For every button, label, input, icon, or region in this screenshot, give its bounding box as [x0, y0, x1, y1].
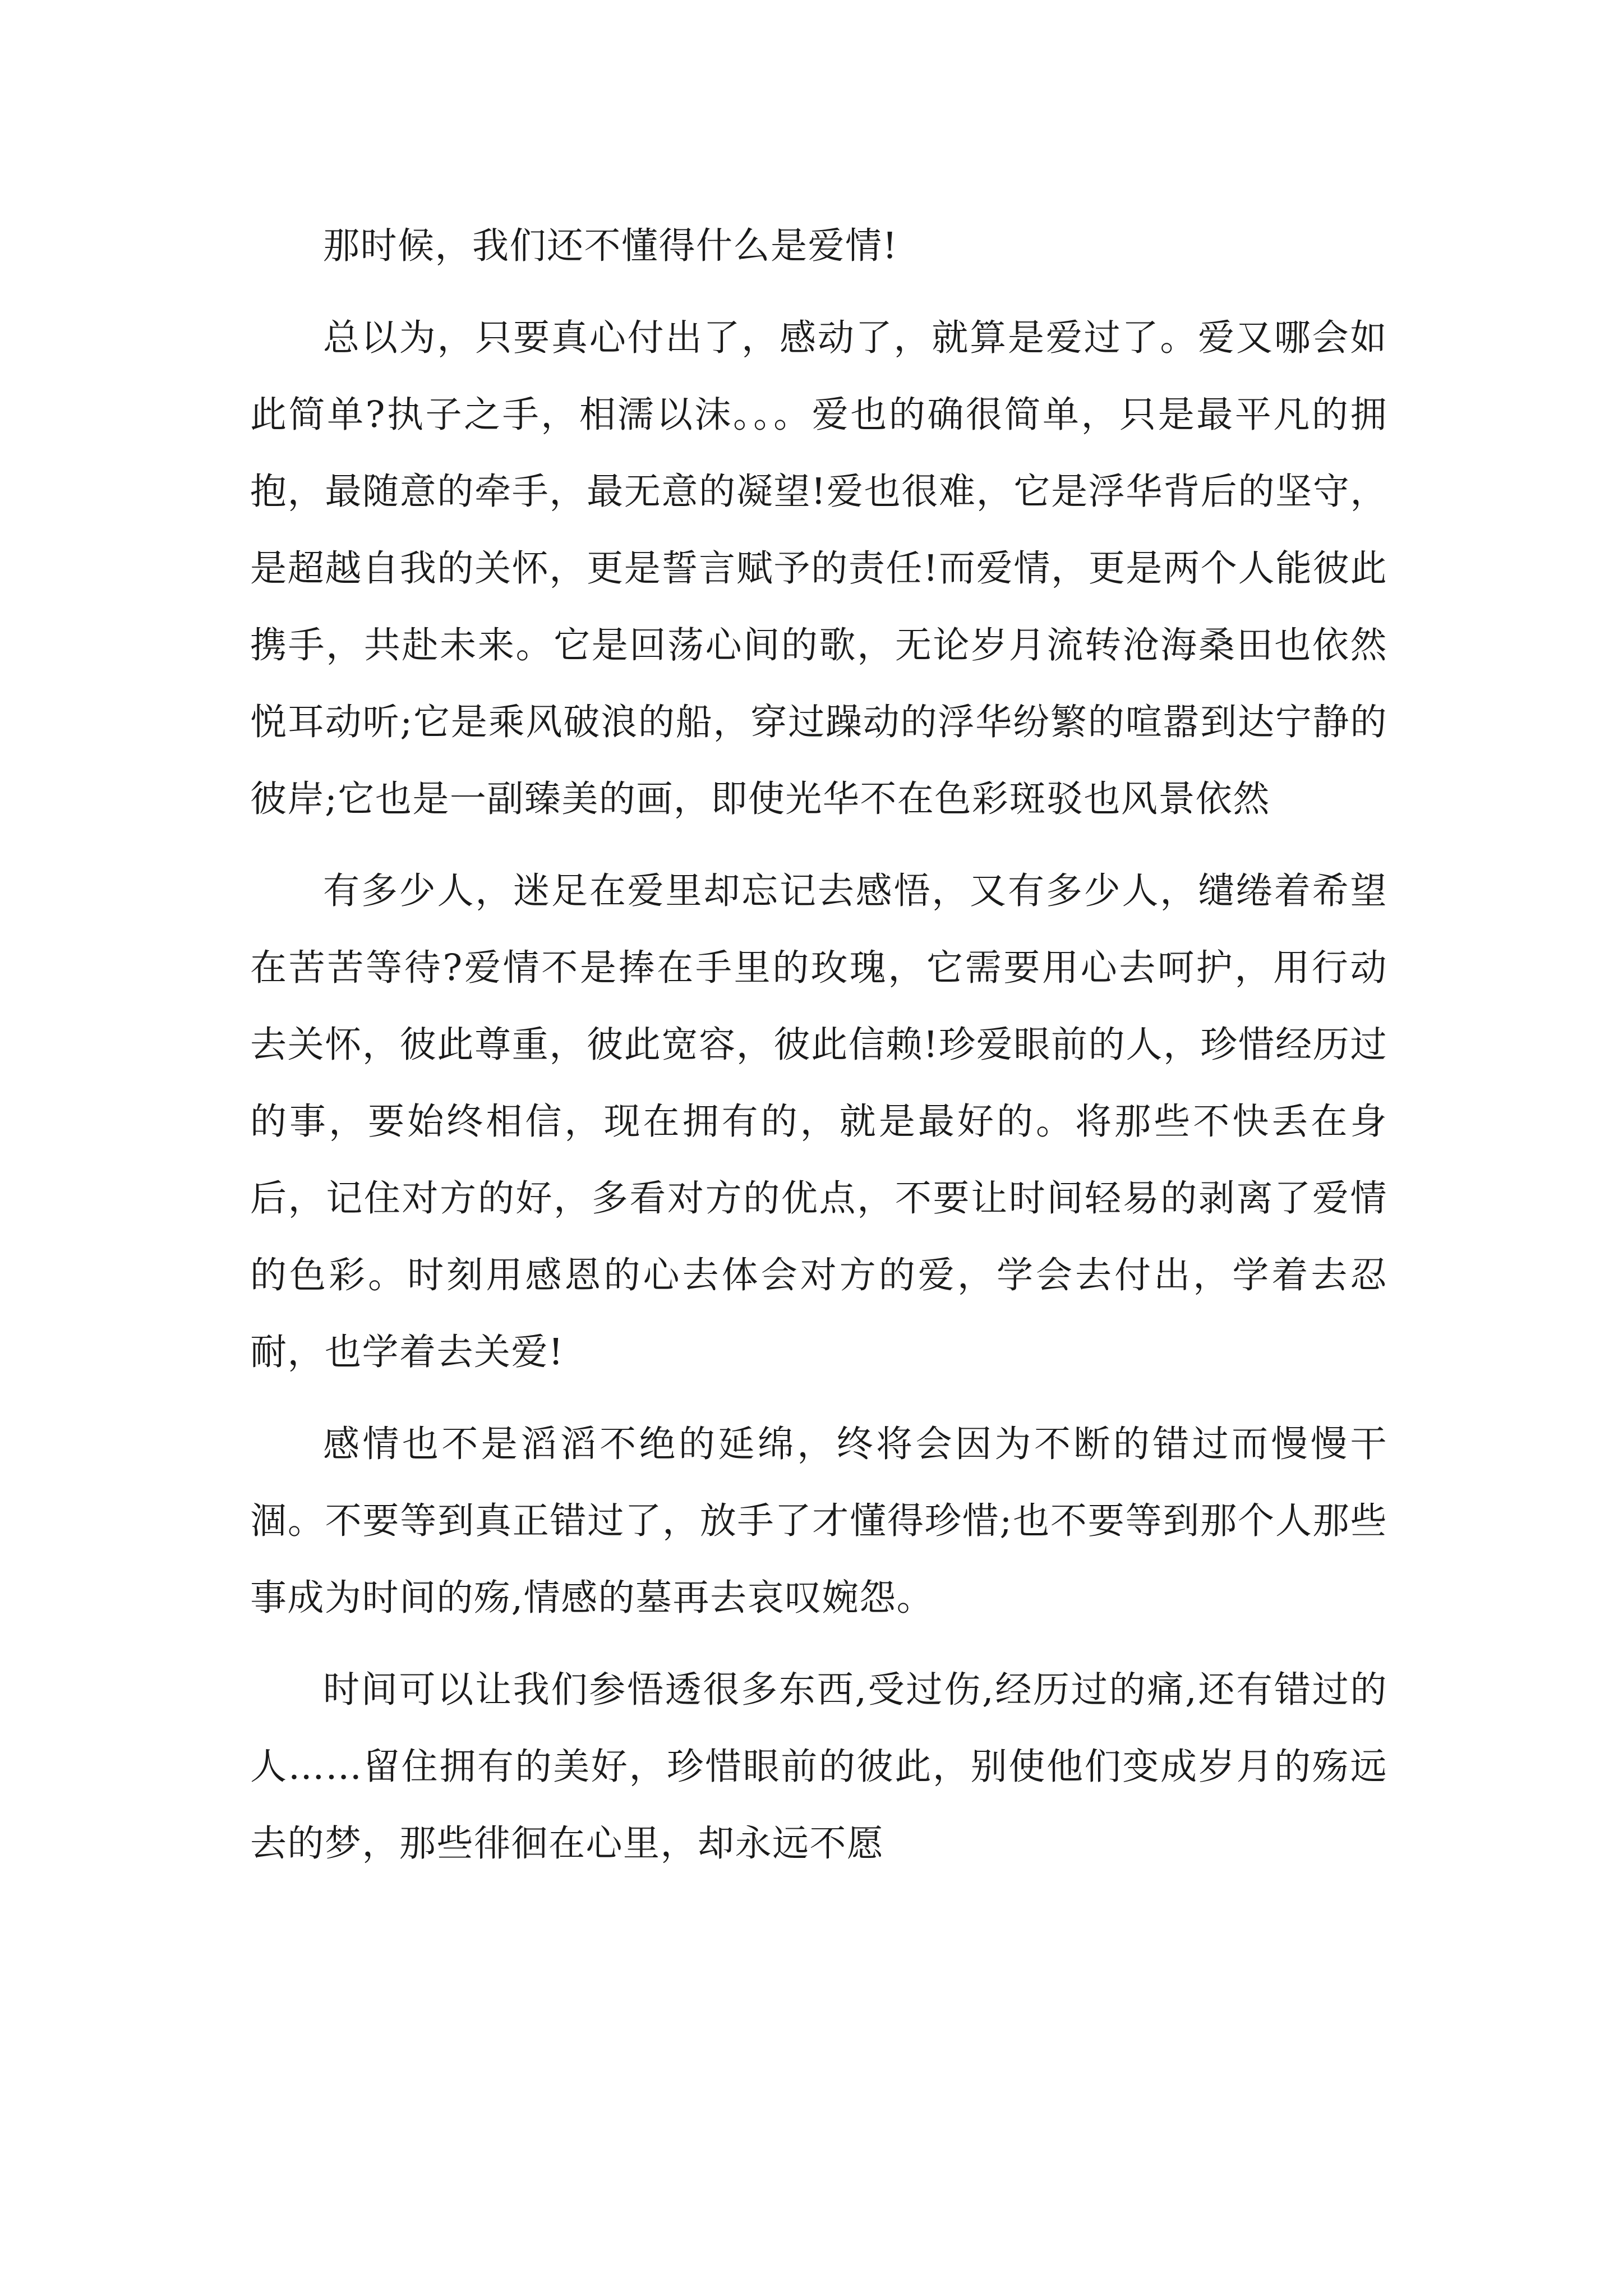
document-body [250, 208, 1387, 1882]
paragraph-2: 总以为，只要真心付出了，感动了，就算是爱过了。爱又哪会如此简单?执子之手，相濡以沫。。。爱也的确很简单，只是最平凡的拥抱，最随意的牵手，最无意的凝望!爱也很难，它是浮华背后的坚守，是超越自我的关怀，更是誓言赋予的责任!而爱情，更是两个人能彼此携手，共赴未来。它是回荡心间的歌，无论岁月流转沧海桑田也依然悦耳动听;它是乘风破浪的船，穿过躁动的浮华纷繁的喧嚣到达宁静的彼岸;它也是一副臻美的画，即使光华不在色彩斑驳也风景依然 [250, 317, 1387, 820]
paragraph-5: 时间可以让我们参悟透很多东西,受过伤,经历过的痛,还有错过的人……留住拥有的美好，珍惜眼前的彼此，别使他们变成岁月的殇远去的梦，那些徘徊在心里，却永远不愿 [250, 1669, 1387, 1865]
paragraph-4: 感情也不是滔滔不绝的延绵，终将会因为不断的错过而慢慢干涸。不要等到真正错过了，放手了才懂得珍惜;也不要等到那个人那些事成为时间的殇,情感的墓再去哀叹婉怨。 [250, 1423, 1387, 1619]
paragraph-3: 有多少人，迷足在爱里却忘记去感悟，又有多少人，缱绻着希望在苦苦等待?爱情不是捧在手里的玫瑰，它需要用心去呵护，用行动去关怀，彼此尊重，彼此宽容，彼此信赖!珍爱眼前的人，珍惜经历过的事，要始终相信，现在拥有的，就是最好的。将那些不快丢在身后，记住对方的好，多看对方的优点，不要让时间轻易的剥离了爱情的色彩。时刻用感恩的心去体会对方的爱，学会去付出，学着去忍耐，也学着去关爱! [250, 870, 1387, 1373]
paragraph-1: 那时候，我们还不懂得什么是爱情! [323, 225, 898, 267]
